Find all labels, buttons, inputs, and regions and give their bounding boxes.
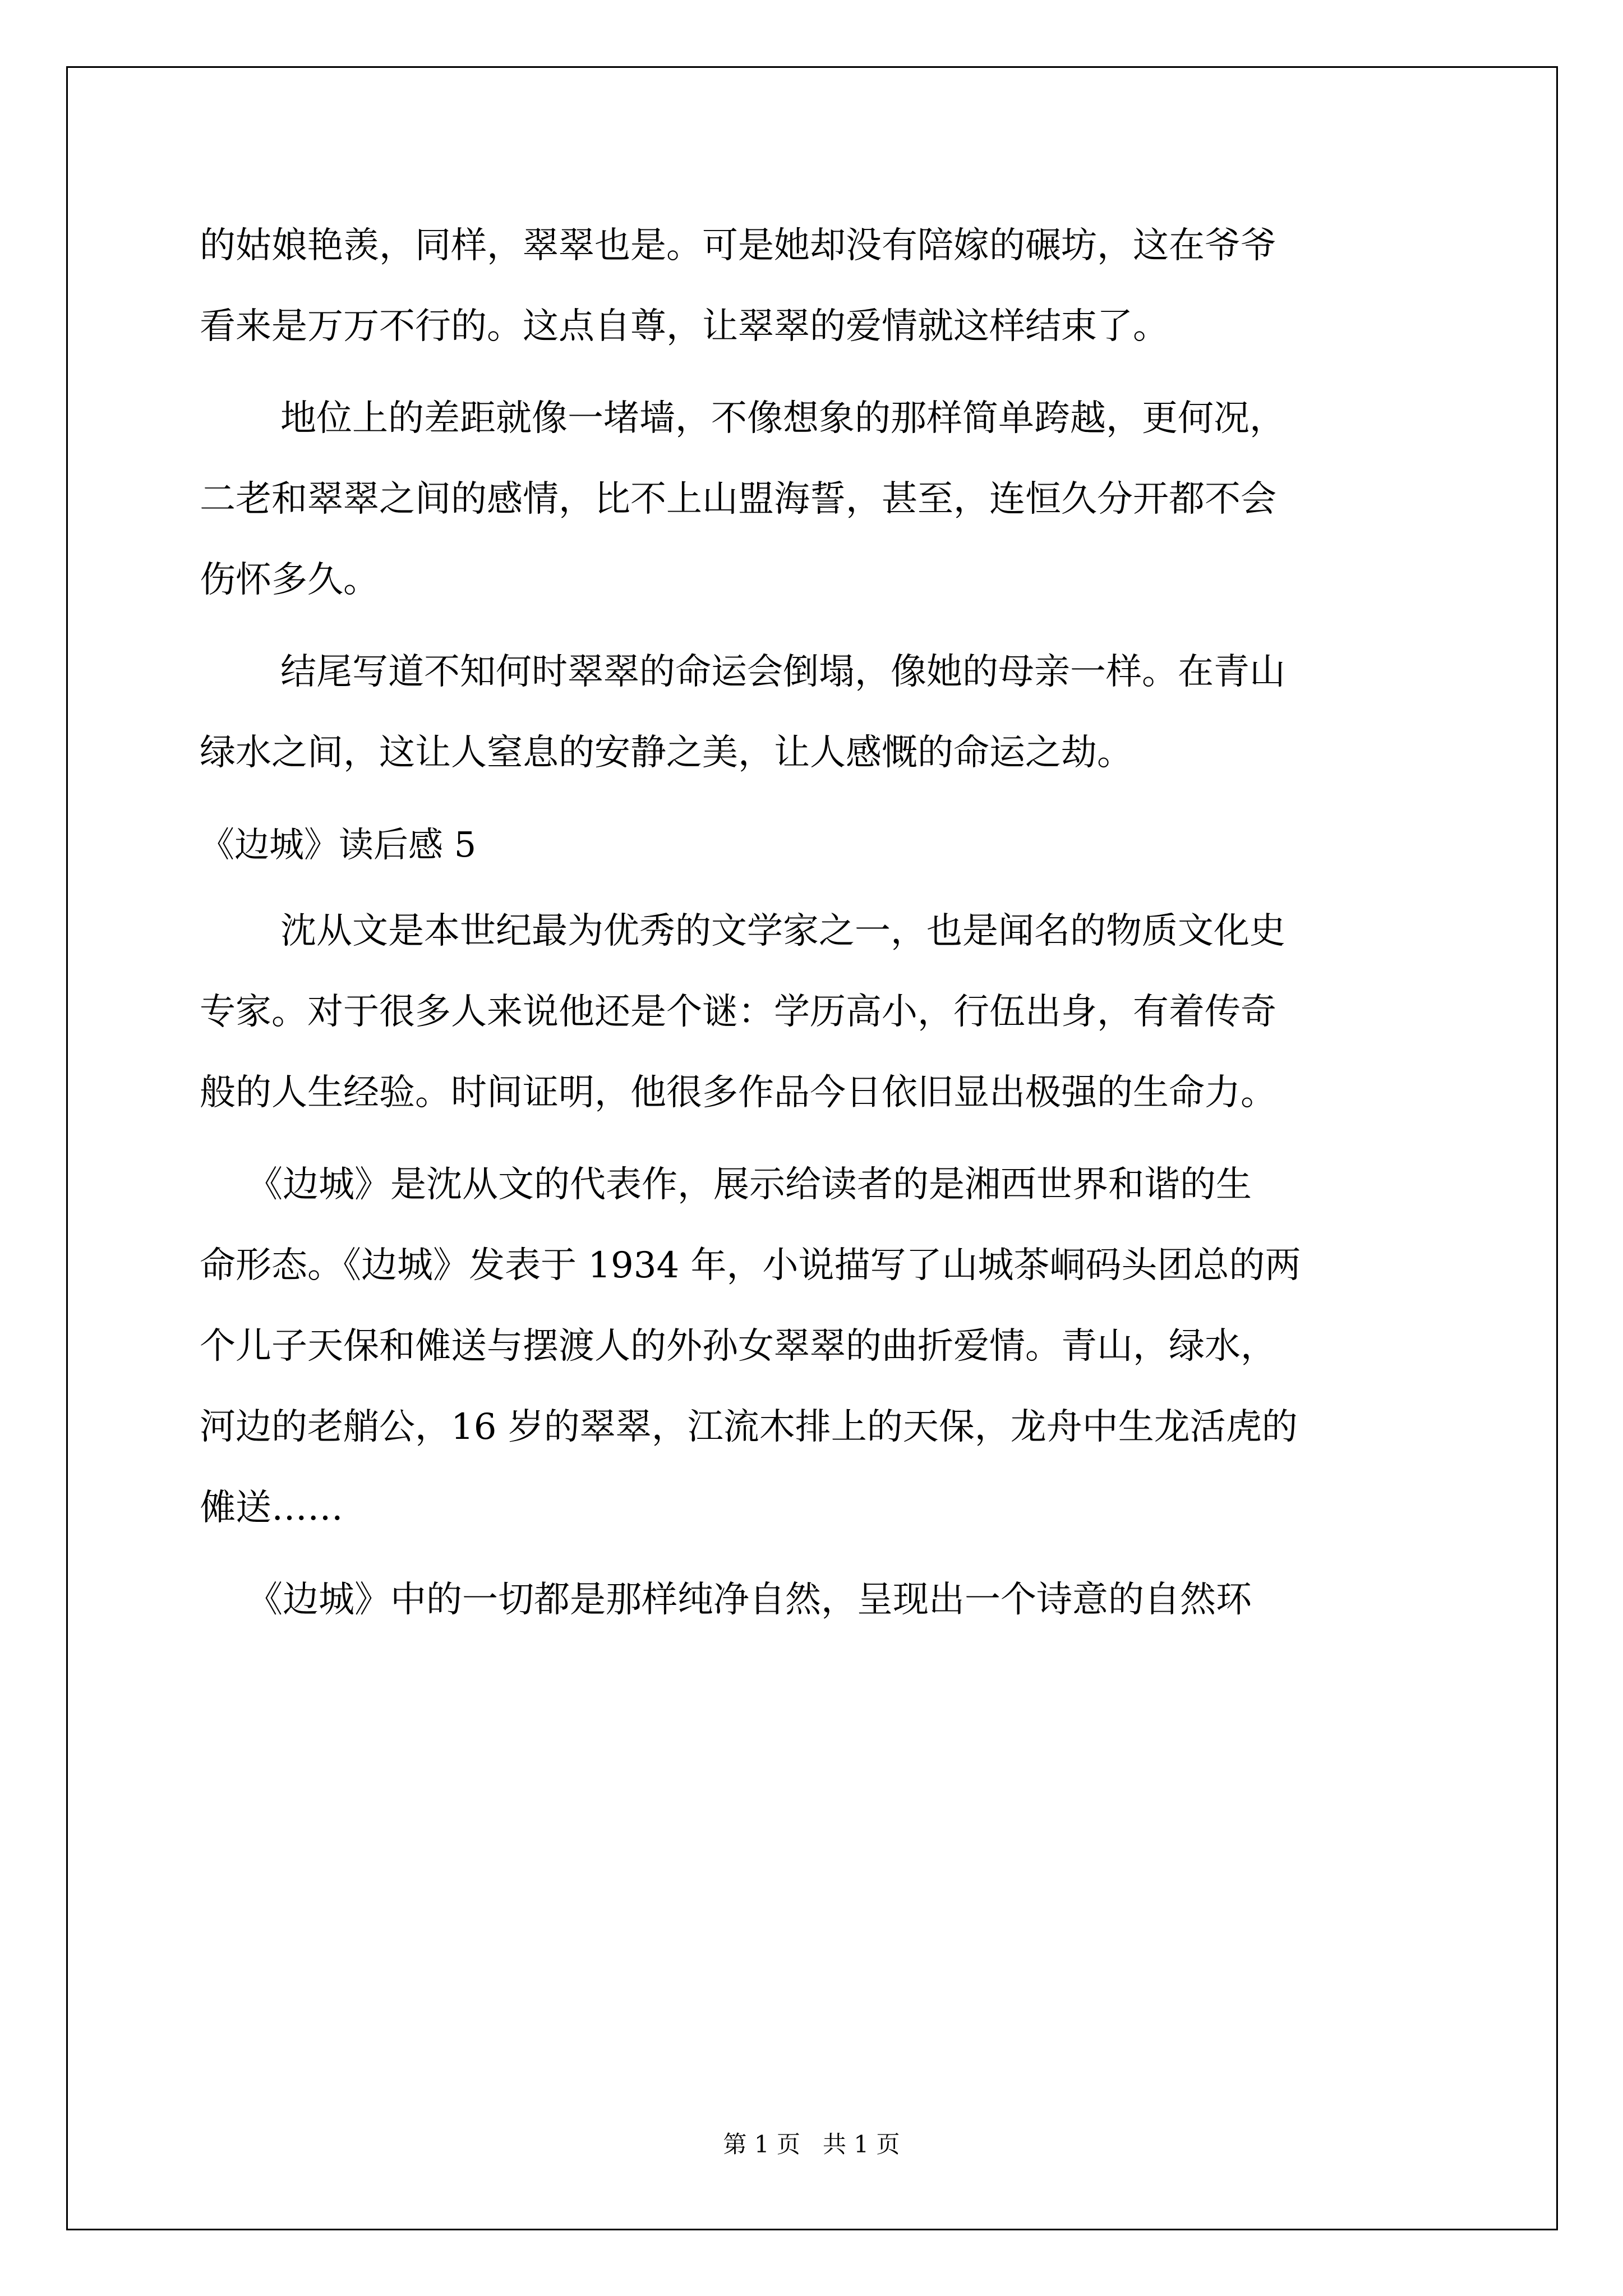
page-border bbox=[66, 66, 1558, 2230]
body-line: 个儿子天保和傩送与摆渡人的外孙女翠翠的曲折爱情。青山，绿水， bbox=[200, 1326, 1276, 1367]
body-line: 《边城》中的一切都是那样纯净自然，呈现出一个诗意的自然环 bbox=[247, 1579, 1252, 1621]
page-footer: 第 1 页 共 1 页 bbox=[723, 2131, 900, 2158]
body-line: 二老和翠翠之间的感情，比不上山盟海誓，甚至，连恒久分开都不会 bbox=[200, 478, 1276, 520]
body-line: 绿水之间，这让人窒息的安静之美，让人感慨的命运之劫。 bbox=[200, 732, 1133, 774]
body-line: 般的人生经验。时间证明，他很多作品今日依旧显出极强的生命力。 bbox=[200, 1072, 1276, 1114]
body-line: 地位上的差距就像一堵墙，不像想象的那样简单跨越，更何况， bbox=[280, 398, 1285, 439]
body-line: 河边的老艄公，16 岁的翠翠，江流木排上的天保，龙舟中生龙活虎的 bbox=[200, 1406, 1298, 1448]
body-line: 沈从文是本世纪最为优秀的文学家之一，也是闻名的物质文化史 bbox=[280, 910, 1285, 952]
body-line: 看来是万万不行的。这点自尊，让翠翠的爱情就这样结束了。 bbox=[200, 306, 1169, 347]
body-line: 专家。对于很多人来说他还是个谜：学历高小，行伍出身，有着传奇 bbox=[200, 991, 1276, 1033]
body-line: 结尾写道不知何时翠翠的命运会倒塌，像她的母亲一样。在青山 bbox=[280, 651, 1285, 693]
section-heading: 《边城》读后感 5 bbox=[200, 824, 477, 865]
body-line: 伤怀多久。 bbox=[200, 559, 379, 601]
body-line: 的姑娘艳羡，同样，翠翠也是。可是她却没有陪嫁的碾坊，这在爷爷 bbox=[200, 225, 1276, 266]
body-line: 命形态。《边城》发表于 1934 年，小说描写了山城茶峒码头团总的两 bbox=[200, 1245, 1301, 1286]
body-line: 傩送…… bbox=[200, 1487, 343, 1529]
body-line: 《边城》是沈从文的代表作，展示给读者的是湘西世界和谐的生 bbox=[247, 1164, 1252, 1205]
